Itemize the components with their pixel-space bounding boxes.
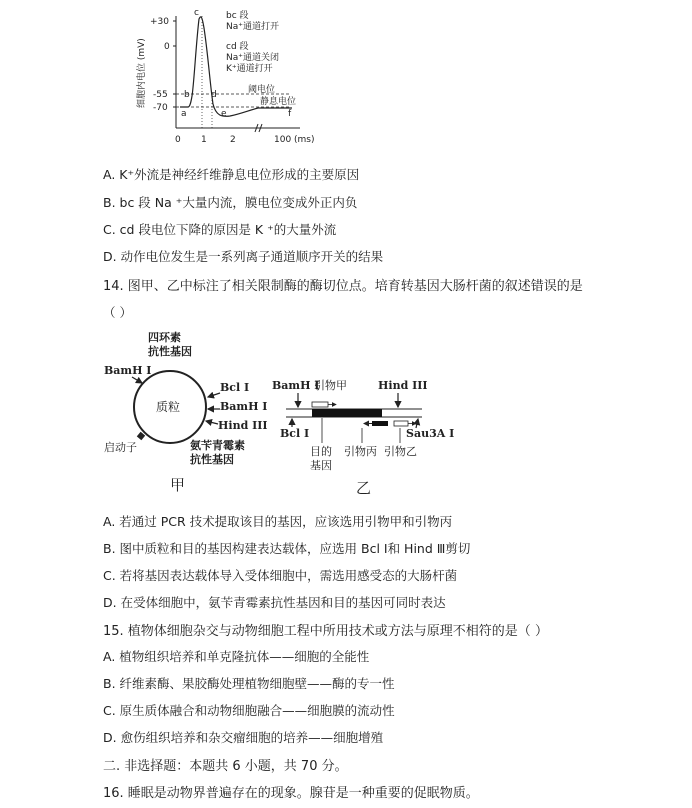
yi-label: 乙 <box>356 479 372 497</box>
sau3a1-label: Sau3A I <box>406 427 455 440</box>
x-tick-0: 0 <box>175 135 181 145</box>
point-a: a <box>181 109 187 119</box>
bc-note-1: bc 段 <box>226 11 249 21</box>
tet-gene-label-1: 四环素 <box>148 331 181 344</box>
amp-gene-label-1: 氨苄青霉素 <box>190 439 245 452</box>
cd-note-3: K⁺通道打开 <box>226 64 273 74</box>
target-gene-label-1: 目的 <box>310 445 332 458</box>
point-c: c <box>194 8 199 18</box>
q15-option-d: D. 愈伤组织培养和杂交瘤细胞的培养——细胞增殖 <box>103 730 384 745</box>
q14-stem: 14. 图甲、乙中标注了相关限制酶的酶切位点。培育转基因大肠杆菌的叙述错误的是 <box>103 279 583 294</box>
q15-option-a: A. 植物组织培养和单克隆抗体——细胞的全能性 <box>103 649 370 664</box>
point-e: e <box>221 109 227 119</box>
bamh1-b-label: BamH I <box>272 379 320 392</box>
promoter-label: 启动子 <box>104 441 137 454</box>
q15-stem: 15. 植物体细胞杂交与动物细胞工程中所用技术或方法与原理不相符的是（ ） <box>103 624 548 639</box>
bcl1-b-label: Bcl I <box>280 427 310 440</box>
cd-note-2: Na⁺通道关闭 <box>226 53 279 63</box>
primer-a-label: 引物甲 <box>314 379 347 392</box>
point-d: d <box>211 90 217 100</box>
point-f: f <box>288 109 292 119</box>
q14-option-d: D. 在受体细胞中，氨苄青霉素抗性基因和目的基因可同时表达 <box>103 595 446 610</box>
primer-c-label: 引物丙 <box>344 445 377 458</box>
bamh1-left-label: BamH I <box>104 364 152 377</box>
y-axis-label: 细胞内电位 (mV) <box>137 38 147 108</box>
x-unit: (ms) <box>294 135 315 145</box>
section-2-heading: 二. 非选择题：本题共 6 小题，共 70 分。 <box>103 759 348 774</box>
primer-b-label: 引物乙 <box>384 445 417 458</box>
amp-gene-label-2: 抗性基因 <box>190 453 234 466</box>
q13-option-c: C. cd 段电位下降的原因是 K ⁺的大量外流 <box>103 222 337 237</box>
threshold-label: 阈电位 <box>248 85 276 95</box>
y-tick-70: -70 <box>153 103 168 113</box>
x-tick-1: 1 <box>201 135 207 145</box>
y-tick-55: -55 <box>153 90 168 100</box>
q15-option-c: C. 原生质体融合和动物细胞融合——细胞膜的流动性 <box>103 703 395 718</box>
cd-note-1: cd 段 <box>226 42 249 52</box>
y-tick-30: +30 <box>150 17 169 27</box>
q14-option-c: C. 若将基因表达载体导入受体细胞中，需选用感受态的大肠杆菌 <box>103 568 458 583</box>
plasmid-figure <box>100 325 460 500</box>
action-potential-figure <box>130 4 320 152</box>
q13-option-a: A. K⁺外流是神经纤维静息电位形成的主要原因 <box>103 167 360 182</box>
q16-stem: 16. 睡眠是动物界普遍存在的现象。腺苷是一种重要的促眠物质。 <box>103 786 479 801</box>
x-tick-2: 2 <box>230 135 236 145</box>
hind3-right-label: Hind III <box>218 419 268 432</box>
q14-option-a: A. 若通过 PCR 技术提取该目的基因，应该选用引物甲和引物丙 <box>103 514 453 529</box>
q14-paren: （ ） <box>103 305 132 320</box>
tet-gene-label-2: 抗性基因 <box>148 345 192 358</box>
target-gene-label-2: 基因 <box>310 459 332 472</box>
bcl1-right-label: Bcl I <box>220 381 250 394</box>
y-tick-0: 0 <box>164 42 170 52</box>
bc-note-2: Na⁺通道打开 <box>226 22 279 32</box>
resting-label: 静息电位 <box>260 97 297 107</box>
bamh1-right-label: BamH I <box>220 400 268 413</box>
q13-option-b: B. bc 段 Na ⁺大量内流，膜电位变成外正内负 <box>103 195 358 210</box>
hind3-b-label: Hind III <box>378 379 428 392</box>
target-gene-bar <box>312 409 382 417</box>
q14-option-b: B. 图中质粒和目的基因构建表达载体，应选用 Bcl Ⅰ和 Hind Ⅲ剪切 <box>103 541 471 556</box>
q15-option-b: B. 纤维素酶、果胶酶处理植物细胞壁——酶的专一性 <box>103 676 395 691</box>
plasmid-center-label: 质粒 <box>156 400 181 414</box>
q13-option-d: D. 动作电位发生是一系列离子通道顺序开关的结果 <box>103 249 384 264</box>
point-b: b <box>184 90 190 100</box>
jia-label: 甲 <box>170 476 186 494</box>
x-tick-100: 100 <box>274 135 292 145</box>
